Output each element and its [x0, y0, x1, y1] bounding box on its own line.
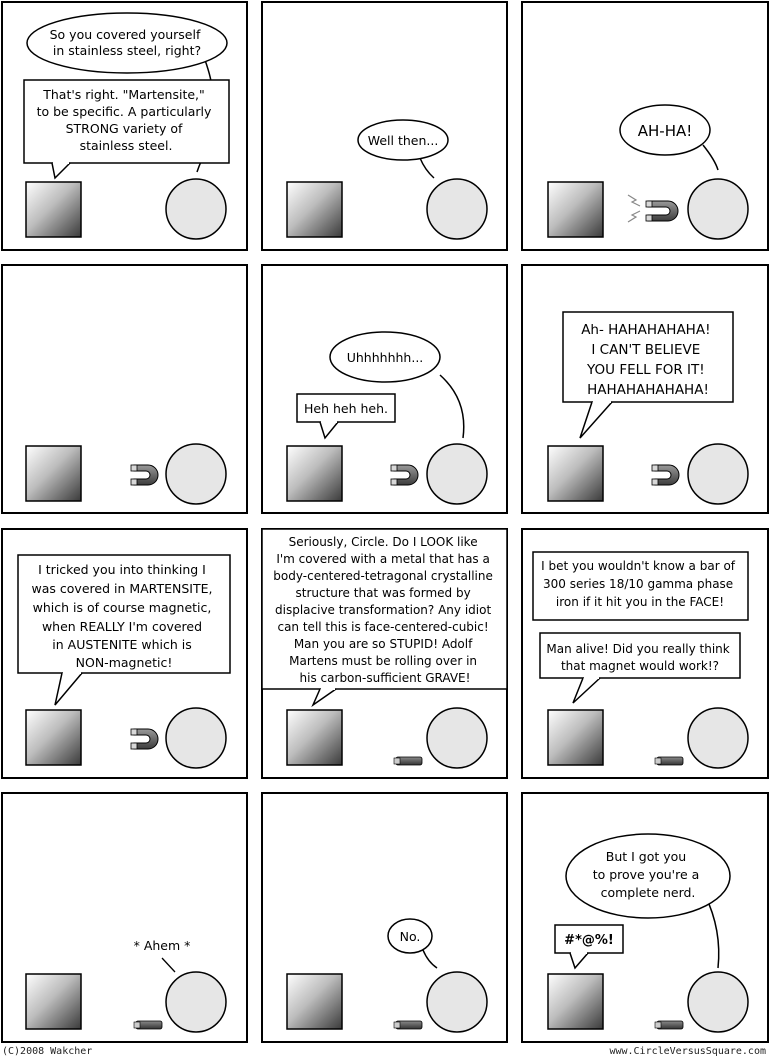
panel-9 [522, 529, 768, 778]
caption-box [262, 529, 507, 705]
svg-text:I bet you wouldn't know a bar [541, 559, 739, 609]
square-character [287, 182, 342, 237]
square-character [26, 446, 81, 501]
caption-line: in AUSTENITE which is [52, 637, 192, 652]
panel-1 [2, 2, 247, 250]
speech-line: Uhhhhhhh... [346, 350, 424, 365]
caption-line: which is of course magnetic, [32, 600, 212, 615]
caption-line: STRONG variety of [65, 121, 183, 136]
circle-character [427, 444, 487, 504]
speech-line: AH-HA! [637, 122, 693, 140]
steel-bar-icon [655, 757, 683, 765]
square-character [287, 710, 342, 765]
caption-line: body-centered-tetragonal crystalline [273, 569, 493, 583]
site-url-link[interactable]: www.CircleVersusSquare.com [609, 1046, 766, 1057]
caption-line: YOU FELL FOR IT! [587, 362, 705, 378]
circle-character [688, 179, 748, 239]
svg-text:So you covered yourself [50, 27, 205, 58]
svg-text:But I got you to prove [593, 849, 704, 900]
circle-character [166, 708, 226, 768]
panel-12 [522, 793, 768, 1042]
square-character [287, 974, 342, 1029]
svg-text:Seriously, Circle. Do I LOOK l [273, 535, 496, 685]
caption-line: I tricked you into thinking I [38, 562, 206, 577]
caption-line: 300 series 18/10 gamma phase [542, 577, 734, 591]
speech-line: to prove you're a [592, 867, 700, 882]
svg-text:Heh heh heh. [304, 401, 388, 416]
circle-character [427, 708, 487, 768]
panel-2 [262, 2, 507, 250]
square-character [287, 446, 342, 501]
svg-text:Well then... [368, 133, 439, 148]
caption-line: That's right. "Martensite," [43, 87, 205, 102]
square-character [26, 974, 81, 1029]
svg-text:AH-HA! [638, 122, 693, 140]
square-character [548, 974, 603, 1029]
caption-line: to be specific. A particularly [36, 104, 212, 119]
steel-bar-icon [134, 1021, 162, 1029]
circle-character [166, 444, 226, 504]
square-character [26, 710, 81, 765]
panel-7 [2, 529, 247, 778]
circle-character [688, 708, 748, 768]
caption-line: can tell this is face-centered-cubic! [277, 620, 489, 634]
panel-4 [2, 265, 247, 513]
caption-line: Seriously, Circle. Do I LOOK like [288, 535, 478, 549]
caption-line: when REALLY I'm covered [41, 619, 203, 634]
caption-line: Man alive! Did you really think [546, 642, 730, 656]
caption-line: Martens must be rolling over in [289, 654, 478, 668]
caption-line: Heh heh heh. [303, 401, 389, 416]
speech-line: in stainless steel, right? [52, 43, 202, 58]
caption-line: was covered in MARTENSITE, [31, 581, 213, 596]
panel-5 [262, 265, 507, 513]
panel-8 [262, 529, 507, 778]
caption-line: Ah- HAHAHAHAHA! [581, 322, 711, 338]
svg-text:No. [400, 929, 421, 944]
caption-box [533, 552, 748, 620]
circle-character [427, 179, 487, 239]
caption-line: structure that was formed by [295, 586, 471, 600]
square-character [548, 446, 603, 501]
svg-text:* Ahem * [134, 938, 191, 953]
speech-line: No. [399, 929, 421, 944]
circle-character [166, 179, 226, 239]
circle-character [427, 972, 487, 1032]
caption-box [24, 80, 229, 178]
caption-line: I'm covered with a metal that has a [276, 552, 490, 566]
speech-line: complete nerd. [600, 885, 696, 900]
caption-line: Man you are so STUPID! Adolf [293, 637, 473, 651]
caption-line: his carbon-sufficient GRAVE! [299, 671, 471, 685]
panel-11 [262, 793, 507, 1042]
square-character [548, 710, 603, 765]
caption-line: stainless steel. [79, 138, 173, 153]
steel-bar-icon [394, 757, 422, 765]
speech-line: But I got you [605, 849, 687, 864]
circle-character [166, 972, 226, 1032]
caption-line: iron if it hit you in the FACE! [555, 595, 725, 609]
svg-text:Uhhhhhhh... [347, 350, 424, 365]
panel-3 [522, 2, 768, 250]
panel-10 [2, 793, 247, 1042]
caption-line: HAHAHAHAHAHA! [587, 382, 709, 398]
circle-character [688, 972, 748, 1032]
svg-text:#*@%! [564, 933, 614, 948]
caption-line: that magnet would work!? [560, 659, 720, 673]
speech-line: Well then... [367, 133, 439, 148]
caption-line: displacive transformation? Any idiot [275, 603, 492, 617]
caption-line: #*@%! [564, 933, 614, 948]
speech-line: So you covered yourself [49, 27, 201, 42]
caption-line: I CAN'T BELIEVE [591, 342, 701, 358]
circle-character [688, 444, 748, 504]
caption-line: I bet you wouldn't know a bar of [541, 559, 736, 573]
square-character [548, 182, 603, 237]
panel-6 [522, 265, 768, 513]
steel-bar-icon [394, 1021, 422, 1029]
caption-line: NON-magnetic! [75, 655, 173, 670]
square-character [26, 182, 81, 237]
steel-bar-icon [655, 1021, 683, 1029]
speech-line: * Ahem * [133, 938, 191, 953]
copyright-text: (C)2008 Wakcher [2, 1046, 93, 1057]
